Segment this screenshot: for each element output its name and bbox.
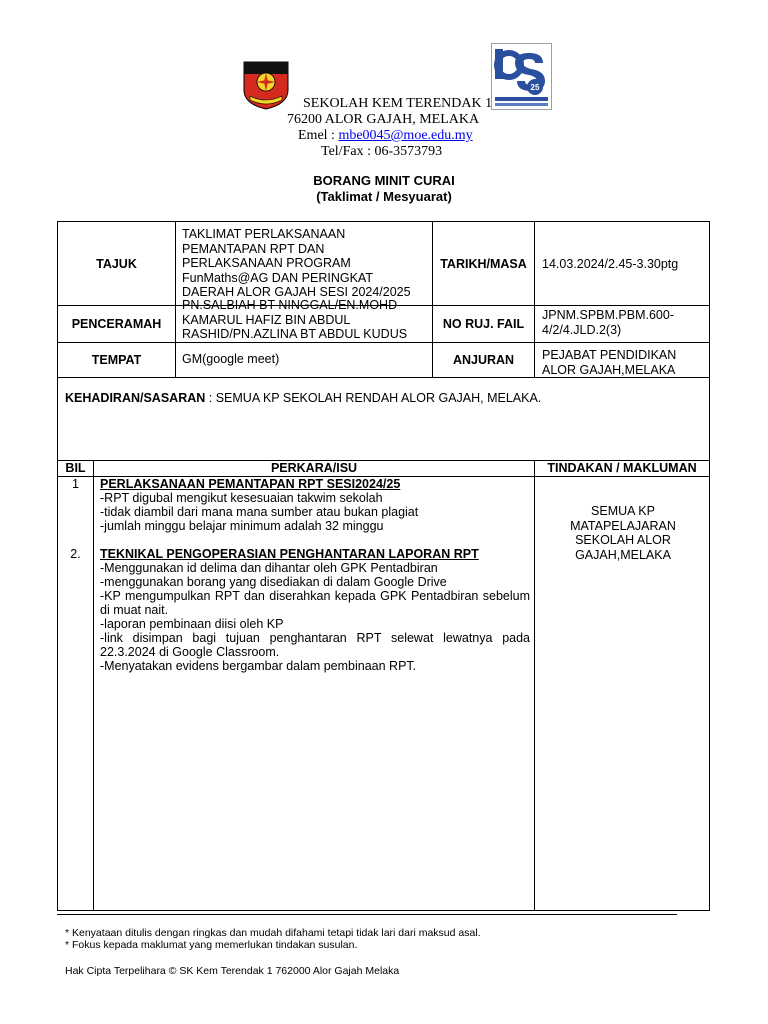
email-link[interactable]: mbe0045@moe.edu.my [338,128,473,143]
item-1-bil: 1 [72,477,79,491]
anjuran-label: ANJURAN [452,352,515,367]
tindakan-text: SEMUA KP MATAPELAJARAN SEKOLAH ALOR GAJAH,MELAKA [570,504,676,562]
item-1-line-2: -tidak diambil dari mana mana sumber atau bukan plagiat [100,505,419,519]
tarikh-label: TARIKH/MASA [440,256,527,271]
tajuk-label: TAJUK [96,256,137,271]
tempat-value: GM(google meet) [182,352,280,366]
school-address: 76200 ALOR GAJAH, MELAKA [287,112,480,127]
item-2-line-5: -link disimpan bagi tujuan penghantaran RPT selewat lewatnya pada 22.3.2024 di Google Classroom. [100,631,530,659]
item-2-bil: 2. [70,547,81,561]
svg-text:25: 25 [530,83,540,92]
school-telfax: Tel/Fax : 06-3573793 [321,144,443,159]
tempat-label: TEMPAT [91,352,142,367]
anjuran-value: PEJABAT PENDIDIKAN ALOR GAJAH,MELAKA [542,348,677,377]
penceramah-value: PN.SALBIAH BT NINGGAL/EN.MOHD KAMARUL HAFIZ BIN ABDUL RASHID/PN.AZLINA BT ABDUL KUDUS [182,298,408,341]
item-2-line-1: -Menggunakan id delima dan dihantar oleh GPK Pentadbiran [100,561,438,575]
tarikh-value: 14.03.2024/2.45-3.30ptg [542,256,679,271]
item-2-line-3: -KP mengumpulkan RPT dan diserahkan kepada GPK Pentadbiran sebelum di muat nait. [100,589,530,617]
item-1-title: PERLAKSANAAN PEMANTAPAN RPT SESI2024/25 [100,477,401,491]
tajuk-value: TAKLIMAT PERLAKSANAAN PEMANTAPAN RPT DAN PERLAKSANAAN PROGRAM FunMaths@AG DAN PERINGKAT DAERAH ALOR GAJAH SESI 2024/2025 [182,227,411,299]
item-2-line-6: -Menyatakan evidens bergambar dalam pembinaan RPT. [100,659,417,673]
iso-certification-logo [491,43,552,110]
footer-note-2: * Fokus kepada maklumat yang memerlukan tindakan susulan. [65,939,358,951]
item-2-line-4: -laporan pembinaan diisi oleh KP [100,617,284,631]
form-title: BORANG MINIT CURAI [313,173,455,188]
noruj-label: NO RUJ. FAIL [442,316,525,331]
kehadiran-row [65,391,705,405]
noruj-value: JPNM.SPBM.PBM.600-4/2/4.JLD.2(3) [542,308,674,337]
email-label: Emel : [298,128,339,143]
footer-copyright: Hak Cipta Terpelihara © SK Kem Terendak 1 762000 Alor Gajah Melaka [65,965,400,977]
school-name: SEKOLAH KEM TERENDAK 1 [303,96,493,111]
minutes-form-table [57,221,710,911]
footer-rule [57,914,677,915]
form-subtitle: (Taklimat / Mesyuarat) [316,189,452,204]
school-crest-logo [240,60,292,110]
kehadiran-value: : SEMUA KP SEKOLAH RENDAH ALOR GAJAH, MELAKA. [205,391,542,405]
col-tindakan-header: TINDAKAN / MAKLUMAN [547,461,697,475]
col-bil-header: BIL [65,461,86,475]
item-1-line-3: -jumlah minggu belajar minimum adalah 32 minggu [100,519,384,533]
col-perkara-header: PERKARA/ISU [270,461,358,475]
item-2-title: TEKNIKAL PENGOPERASIAN PENGHANTARAN LAPORAN RPT [100,547,479,561]
form-title-block [0,173,768,205]
school-email-line [298,128,473,144]
item-1-line-1: -RPT digubal mengikut kesesuaian takwim sekolah [100,491,383,505]
item-1-content [100,477,530,533]
footer-note-1: * Kenyataan ditulis dengan ringkas dan mudah difahami tetapi tidak lari dari maksud asal. [65,927,481,939]
item-2-content [100,547,530,673]
kehadiran-label: KEHADIRAN/SASARAN [65,391,206,405]
item-2-line-2: -menggunakan borang yang disediakan di dalam Google Drive [100,575,447,589]
penceramah-label: PENCERAMAH [71,316,162,331]
